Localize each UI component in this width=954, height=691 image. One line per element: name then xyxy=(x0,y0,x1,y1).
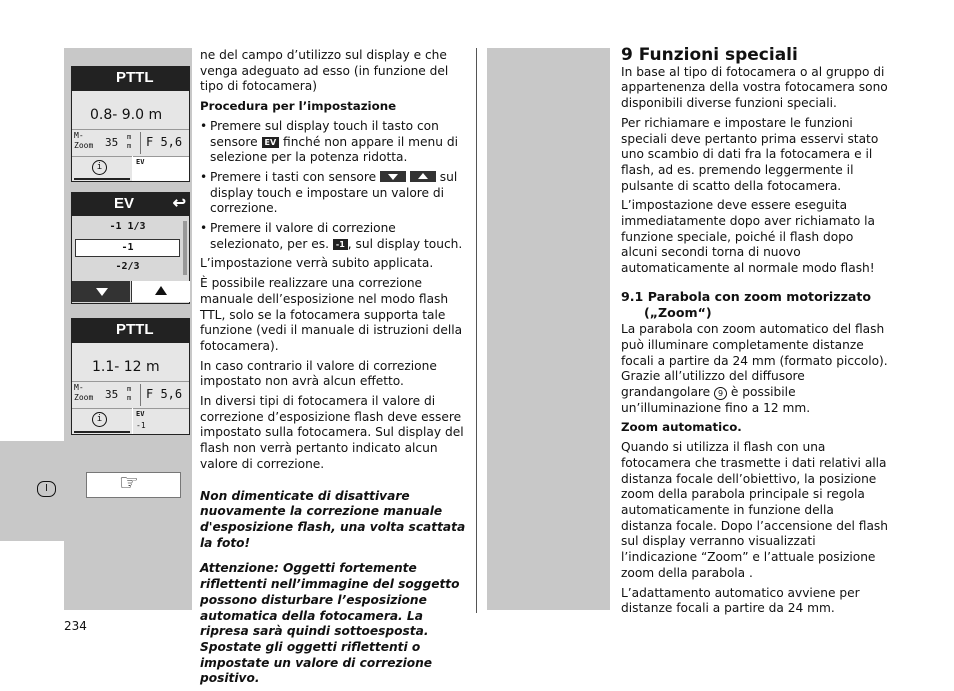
info-icon: i xyxy=(92,160,107,175)
scroll-up-button[interactable] xyxy=(131,281,190,302)
scroll-down-button[interactable] xyxy=(72,281,130,302)
value-chip: -1 xyxy=(333,239,348,250)
arrow-down-key-icon xyxy=(380,171,406,182)
display-screen-pttl-1 xyxy=(71,66,190,182)
zoom-unit-1: m xyxy=(127,385,132,393)
fnumber-value: F 5,6 xyxy=(146,387,183,401)
zoom-value: 35 xyxy=(105,388,119,401)
ev-cell-value: -1 xyxy=(136,421,146,430)
info-icon: i xyxy=(92,412,107,427)
display-screen-ev-menu xyxy=(71,192,190,304)
paragraph: In caso contrario il valore di correzione impostato non avrà alcun effetto. xyxy=(200,358,437,389)
zoom-row xyxy=(72,381,189,408)
text-column-1 xyxy=(200,48,468,691)
ev-option-row[interactable]: -1 1/3 xyxy=(109,221,146,232)
mode-label: PTTL xyxy=(116,69,154,86)
paragraph: L’impostazione verrà subito applicata. xyxy=(200,256,434,271)
fnumber-value: F 5,6 xyxy=(146,135,183,149)
zoom-value: 35 xyxy=(105,136,119,149)
zoom-unit-1: m xyxy=(127,133,132,141)
range-row xyxy=(72,91,189,129)
ev-chip: EV xyxy=(262,137,280,148)
ev-cell-label: EV xyxy=(136,158,145,166)
zoom-unit-2: m xyxy=(127,394,132,402)
list-item: • Premere i tasti con sensore sul display touch e impostare un valore di correzione. xyxy=(200,170,468,217)
pointing-hand-icon: ☞ xyxy=(119,471,139,496)
zoom-label-line1: M- xyxy=(74,131,84,140)
intro-paragraph: ne del campo d’utilizzo sul display e che venga adeguato ad esso (in funzione del tipo di fotocamera) xyxy=(200,48,449,94)
paragraph: È possibile realizzare una correzione manuale dell’esposizione nel modo flash TTL, solo se la fotocamera supporta tale funzione (vedi il manuale di istruzioni della fotocamera). xyxy=(200,276,463,353)
zoom-unit-2: m xyxy=(127,142,132,150)
text-column-2 xyxy=(621,45,889,621)
ev-cell[interactable] xyxy=(133,156,189,181)
zoom-label-line2: Zoom xyxy=(74,141,94,150)
paragraph: L’impostazione deve essere eseguita immediatamente dopo aver richiamato la funzione speciale, poiché il flash dopo alcuni secondi torna di nuovo automaticamente al normale modo flash! xyxy=(621,198,876,276)
note-box xyxy=(86,472,181,498)
ev-title: EV xyxy=(114,195,135,212)
display-screen-pttl-2 xyxy=(71,318,190,435)
item-number-circle: 9 xyxy=(714,387,727,400)
subsection-heading: 9.1 Parabola con zoom motorizzato („Zoom“) xyxy=(621,288,872,320)
procedure-list xyxy=(200,119,468,253)
column-divider xyxy=(476,48,477,613)
middle-gray-panel xyxy=(487,48,610,610)
zoom-label-line1: M- xyxy=(74,383,84,392)
paragraph: In base al tipo di fotocamera o al gruppo di appartenenza della vostra fotocamera sono disponibili diverse funzioni speciali. xyxy=(621,64,888,111)
range-row xyxy=(72,343,189,381)
ev-cell-label: EV xyxy=(136,410,145,418)
mode-label: PTTL xyxy=(116,321,154,338)
zoom-heading: Zoom automatico. xyxy=(621,420,742,435)
warning-paragraph: Attenzione: Oggetti fortemente riflettenti nell’immagine del soggetto possono disturbare l’esposizione automatica della fotocamera. La ripresa sarà quindi sottoesposta. Spostate gli oggetti riflettenti o impostate un valore di correzione positivo. xyxy=(200,561,460,686)
arrow-up-key-icon xyxy=(410,171,436,182)
back-icon[interactable]: ↩ xyxy=(172,195,186,212)
mode-bar xyxy=(72,319,189,343)
paragraph: Per richiamare e impostare le funzioni speciali deve pertanto prima esservi stato uno scambio di dati fra la fotocamera e il flash, ad es. premendo leggermente il pulsante di scatto della fotocamera. xyxy=(621,115,879,193)
list-item: • Premere il valore di correzione selezionato, per es. -1 , sul display touch. xyxy=(200,221,468,252)
range-value: 0.8- 9.0 m xyxy=(90,107,163,123)
language-badge: I xyxy=(37,481,56,497)
note-paragraph: Non dimenticate di disattivare nuovamente la correzione manuale d'esposizione flash, una volta scattata la foto! xyxy=(200,488,466,550)
list-item: • Premere sul display touch il tasto con sensore EV finché non appare il menu di selezione per la potenza ridotta. xyxy=(200,119,468,166)
ev-title-bar xyxy=(72,193,189,216)
page-number: 234 xyxy=(64,619,87,633)
paragraph: Quando si utilizza il flash con una fotocamera che trasmette i dati relativi alla distanza focale dell’obiettivo, la posizione zoom della parabola principale si regola automaticamente in funzione della distanza focale. Dopo l’accensione del flash sul display verranno visualizzati l’indicazione “Zoom” e l’attuale posizione zoom della parabola . xyxy=(621,440,888,580)
range-value: 1.1- 12 m xyxy=(92,359,160,375)
zoom-row xyxy=(72,129,189,156)
info-icon-cell[interactable] xyxy=(72,408,132,434)
arrow-down-icon xyxy=(96,288,108,296)
procedure-heading: Procedura per l’impostazione xyxy=(200,99,397,114)
zoom-label-line2: Zoom xyxy=(74,393,94,402)
ev-option-row-selected[interactable]: -1 xyxy=(75,239,180,257)
info-icon-cell[interactable] xyxy=(72,156,132,181)
ev-option-row[interactable]: -2/3 xyxy=(115,261,140,272)
mode-bar xyxy=(72,67,189,91)
ev-cell[interactable] xyxy=(133,408,189,434)
section-heading: 9 Funzioni speciali xyxy=(621,45,798,65)
paragraph: La parabola con zoom automatico del flash può illuminare completamente distanze focali a partire da 24 mm (formato piccolo). Grazie all’utilizzo del diffusore grandangolare 9 è possibile un’illuminazione fino a 12 mm. xyxy=(621,322,888,415)
scrollbar[interactable] xyxy=(183,221,187,275)
arrow-up-icon xyxy=(155,286,167,295)
paragraph: In diversi tipi di fotocamera il valore di correzione d’esposizione flash deve essere impostato sulla fotocamera. Sul display del flash non verrà pertanto indicato alcun valore di correzione. xyxy=(200,394,464,471)
paragraph: L’adattamento automatico avviene per distanze focali a partire da 24 mm. xyxy=(621,585,860,616)
